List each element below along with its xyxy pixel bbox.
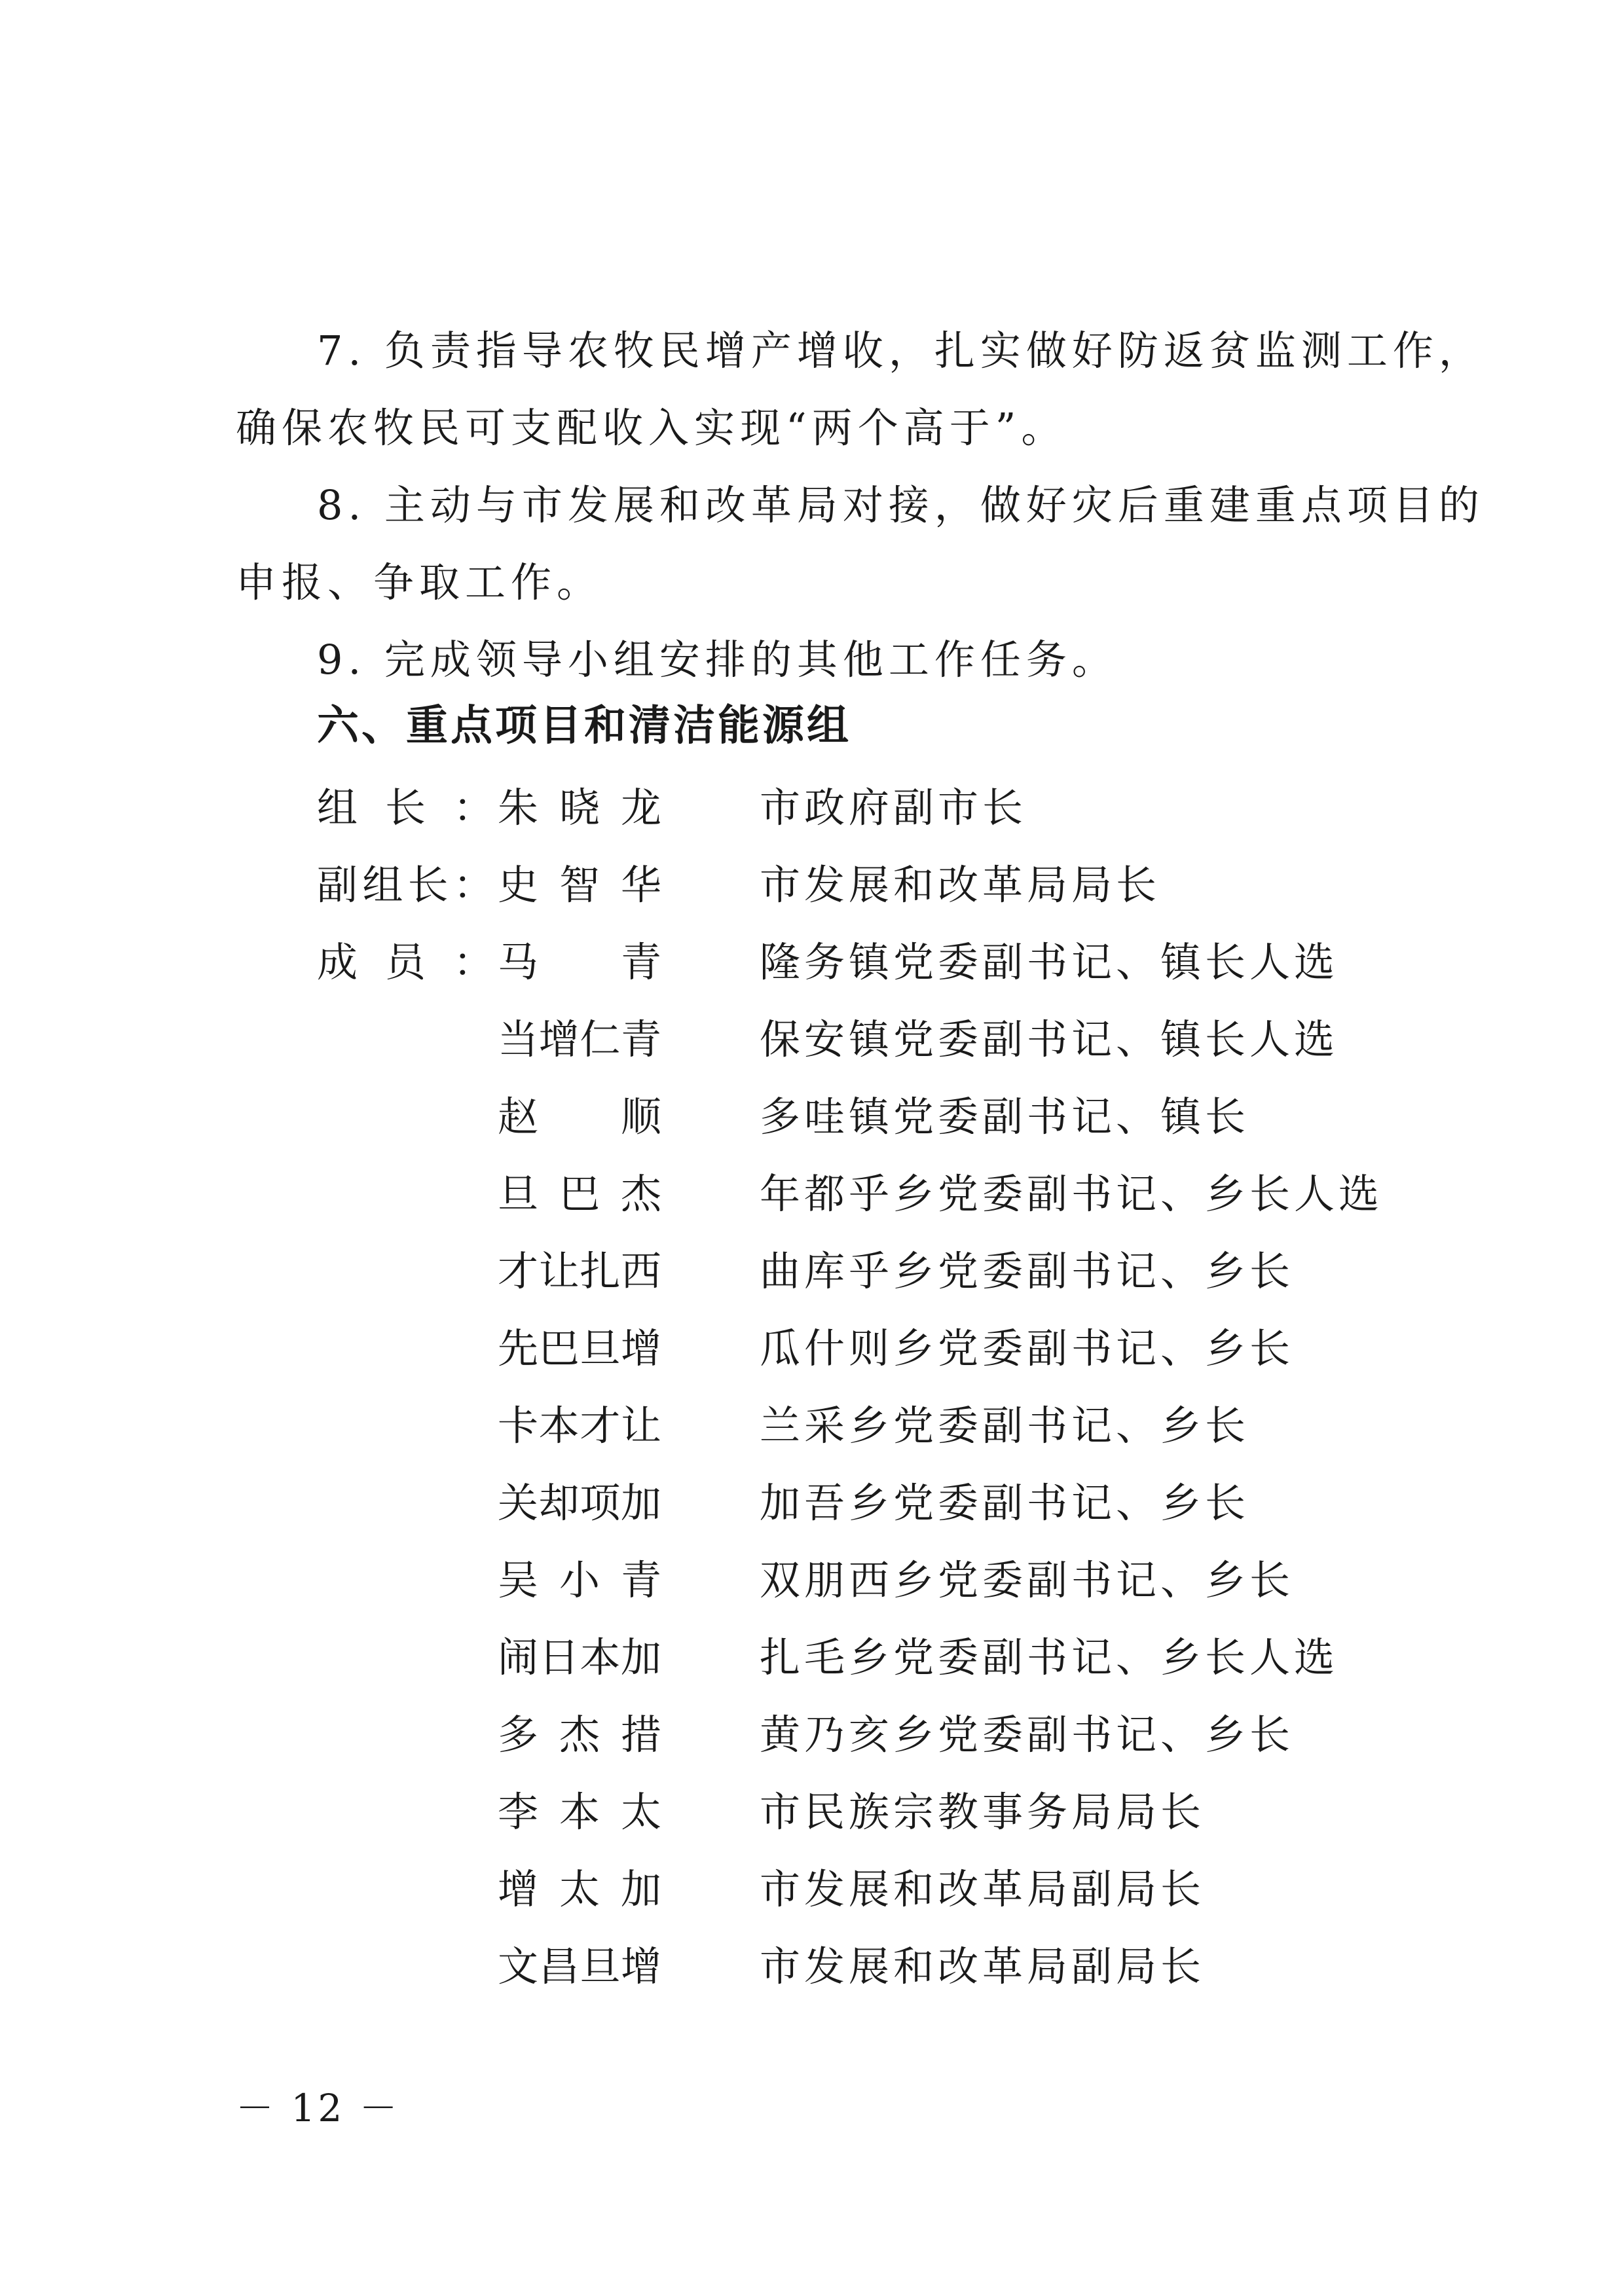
page-number: － 12 － [236,2086,400,2130]
member-title: 市民族宗教事务局局长 [760,1788,1206,1836]
member-name: 增太加 [498,1865,661,1913]
member-name: 吴小青 [498,1556,661,1604]
paragraph-8-line-1: 8. 主动与市发展和改革局对接，做好灾后重建重点项目的 [317,481,1485,529]
member-name: 闹日本加 [498,1633,661,1681]
member-title: 隆务镇党委副书记、镇长人选 [760,938,1339,986]
members-role-label: 成员： [317,938,494,986]
deputy-name: 史智华 [498,861,661,909]
member-title: 曲库乎乡党委副书记、乡长 [760,1247,1295,1295]
leader-title: 市政府副市长 [760,784,1027,831]
paragraph-8-line-2: 申报、争取工作。 [236,558,603,606]
member-title: 市发展和改革局副局长 [760,1942,1206,1990]
leader-role-label: 组长： [317,784,494,831]
member-title: 黄乃亥乡党委副书记、乡长 [760,1711,1295,1758]
member-name: 当增仁青 [498,1015,661,1063]
member-title: 市发展和改革局副局长 [760,1865,1206,1913]
paragraph-7-line-2: 确保农牧民可支配收入实现“两个高于”。 [236,404,1067,452]
paragraph-7-line-1: 7. 负责指导农牧民增产增收，扎实做好防返贫监测工作， [317,327,1485,374]
member-title: 多哇镇党委副书记、镇长 [760,1093,1250,1140]
member-name: 马青 [498,938,661,986]
section-heading: 六、重点项目和清洁能源组 [317,702,851,750]
deputy-role-label: 副组长： [317,861,494,909]
deputy-title: 市发展和改革局局长 [760,861,1161,909]
member-title: 兰采乡党委副书记、乡长 [760,1402,1250,1449]
member-title: 双朋西乡党委副书记、乡长 [760,1556,1295,1604]
member-title: 瓜什则乡党委副书记、乡长 [760,1324,1295,1372]
member-name: 文昌旦增 [498,1942,661,1990]
member-name: 关却项加 [498,1479,661,1527]
member-name: 李本太 [498,1788,661,1836]
member-name: 才让扎西 [498,1247,661,1295]
member-name: 多杰措 [498,1711,661,1758]
member-name: 先巴旦增 [498,1324,661,1372]
paragraph-9-line-1: 9. 完成领导小组安排的其他工作任务。 [317,636,1118,683]
member-title: 保安镇党委副书记、镇长人选 [760,1015,1339,1063]
member-name: 旦巴杰 [498,1170,661,1218]
member-title: 年都乎乡党委副书记、乡长人选 [760,1170,1384,1218]
leader-name: 朱晓龙 [498,784,661,831]
member-name: 卡本才让 [498,1402,661,1449]
member-title: 加吾乡党委副书记、乡长 [760,1479,1250,1527]
member-title: 扎毛乡党委副书记、乡长人选 [760,1633,1339,1681]
member-name: 赵顺 [498,1093,661,1140]
